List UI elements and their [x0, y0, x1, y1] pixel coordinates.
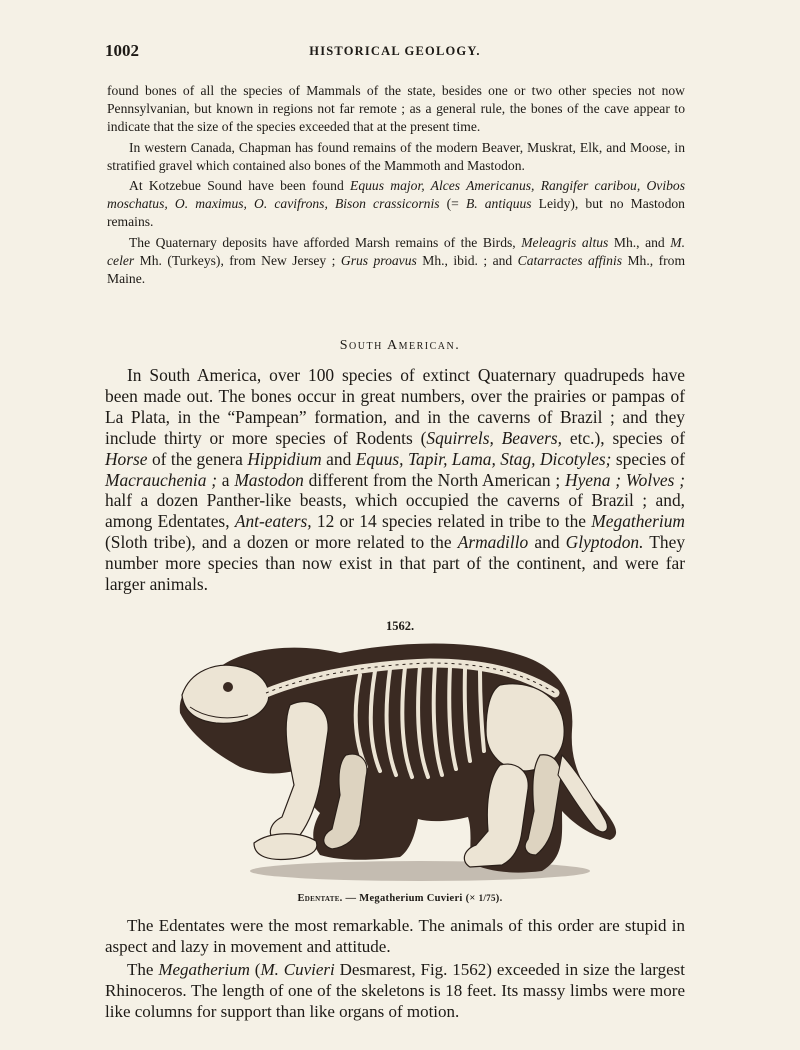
- north-american-section: [107, 82, 685, 290]
- running-title: HISTORICAL GEOLOGY.: [309, 44, 481, 58]
- paragraph: The Quaternary deposits have afforded Marsh remains of the Birds, Meleagris altus Mh., and M. celer Mh. (Turkeys), from New Jersey ; Grus proavus Mh., ibid. ; and Catarractes affinis Mh., from Maine.: [107, 234, 686, 287]
- skull: [182, 665, 269, 723]
- paragraph: At Kotzebue Sound have been found Equus major, Alces Americanus, Rangifer caribou, Ovibos moschatus, O. maximus, O. cavifrons, Bison crassicornis (= B. antiquus Leidy), but no Mastodon remains.: [107, 178, 685, 230]
- figure-number: 1562.: [385, 619, 415, 633]
- south-american-section: [105, 365, 685, 595]
- species-name: Grus proavus: [340, 252, 417, 268]
- species-names: Equus major, Alces Americanus, Rangifer caribou, Ovibos moschatus, O. maximus, O. cavifrons, Bison crassicornis: [107, 178, 685, 212]
- skeleton-engraving: [170, 635, 630, 890]
- scale-fraction: 1/75: [478, 893, 496, 903]
- page-header: [105, 41, 685, 63]
- paragraph: found bones of all the species of Mammals of the state, besides one or two other species not now Pennsylvanian, but known in regions not far remote ; as a general rule, the bones of the cave appear to indicate that the size of the species exceeded that at the present time.: [107, 83, 685, 135]
- paragraph: The Edentates were the most remarkable. The animals of this order are stupid in aspect and lazy in movement and attitude.: [105, 916, 685, 956]
- paragraph: In western Canada, Chapman has found remains of the modern Beaver, Muskrat, Elk, and Moose, in stratified gravel which contained also bones of the Mammoth and Mastodon.: [107, 139, 685, 173]
- species-name: M. celer: [107, 234, 685, 268]
- page-number: 1002: [105, 41, 139, 60]
- paragraph: The Megatherium (M. Cuvieri Desmarest, Fig. 1562) exceeded in size the largest Rhinoceros. The length of one of the skeletons is 18 feet. Its massy limbs were more like columns for support than like organs of motion.: [105, 960, 685, 1021]
- species-name: Catarractes affinis: [517, 252, 623, 268]
- species-name: Meleagris altus: [521, 234, 609, 250]
- paragraph: In South America, over 100 species of extinct Quaternary quadrupeds have been made out. The bones occur in great numbers, over the prairies or pampas of La Plata, in the “Pampean” formation, and in the caverns of Brazil ; and they include thirty or more species of Rodents (Squirrels, Beavers, etc.), species of Horse of the genera Hippidium and Equus, Tapir, Lama, Stag, Dicotyles; species of Macrauchenia ; a Mastodon different from the North American ; Hyena ; Wolves ; half a dozen Panther-like beasts, which occupied the caverns of Brazil ; and, among Edentates, Ant-eaters, 12 or 14 species related in tribe to the Megatherium (Sloth tribe), and a dozen or more related to the Armadillo and Glyptodon. They number more species than now exist in that part of the continent, and were far larger animals.: [105, 365, 686, 595]
- caption-label: Edentate.: [297, 893, 343, 904]
- species-name: B. antiquus: [465, 196, 532, 212]
- front-foot: [254, 834, 317, 860]
- section-heading: South American.: [339, 338, 461, 353]
- edentates-section: [105, 915, 685, 1024]
- figure-caption: Edentate. — Megatherium Cuvieri (× 1/75).: [297, 893, 503, 904]
- megatherium-skeleton-illustration: [170, 635, 630, 890]
